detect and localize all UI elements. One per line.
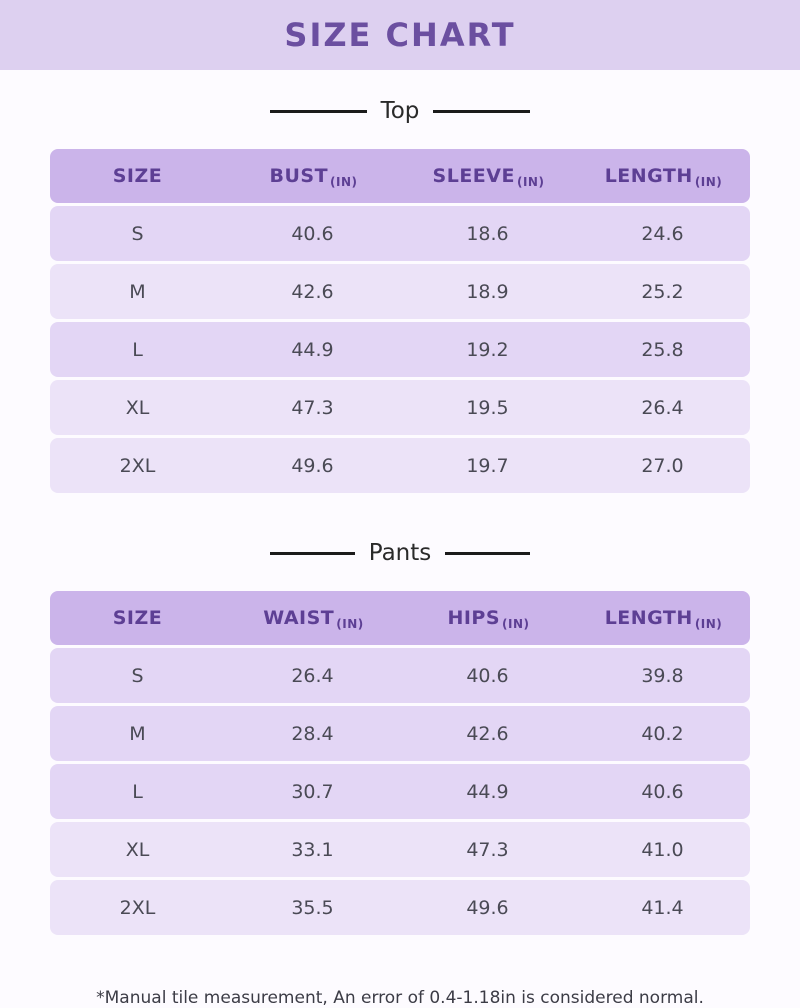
column-header-size: SIZE: [50, 591, 225, 645]
cell-bust: 40.6: [225, 206, 400, 261]
footnote: *Manual tile measurement, An error of 0.4-1.18in is considered normal.: [96, 988, 704, 1008]
table-top-head: [50, 149, 750, 203]
spacer-top: [0, 70, 800, 98]
cell-hips: 42.6: [400, 706, 575, 761]
cell-size: L: [50, 322, 225, 377]
column-header-size: SIZE: [50, 149, 225, 203]
cell-hips: 49.6: [400, 880, 575, 935]
column-header-sleeve: SLEEVE $_{(IN)}$: [400, 149, 575, 203]
cell-waist: 35.5: [225, 880, 400, 935]
column-header-waist: WAIST $_{(IN)}$: [225, 591, 400, 645]
table-row: [50, 322, 750, 377]
spacer-after-pants-label: [0, 566, 800, 588]
cell-bust: 44.9: [225, 322, 400, 377]
cell-hips: 47.3: [400, 822, 575, 877]
cell-length: 25.2: [575, 264, 750, 319]
cell-size: 2XL: [50, 880, 225, 935]
table-row: [50, 764, 750, 819]
table-header-row: [50, 591, 750, 645]
spacer-after-top-label: [0, 124, 800, 146]
rule-right-icon: [445, 552, 530, 555]
cell-length: 41.4: [575, 880, 750, 935]
column-header-hips: HIPS $_{(IN)}$: [400, 591, 575, 645]
table-pants-body: [50, 648, 750, 935]
rule-left-icon: [270, 110, 367, 113]
cell-size: M: [50, 706, 225, 761]
cell-sleeve: 19.7: [400, 438, 575, 493]
page-header: [0, 0, 800, 70]
column-header-length: LENGTH $_{(IN)}$: [575, 149, 750, 203]
cell-bust: 49.6: [225, 438, 400, 493]
cell-size: M: [50, 264, 225, 319]
table-row: [50, 438, 750, 493]
cell-size: XL: [50, 380, 225, 435]
cell-length: 40.2: [575, 706, 750, 761]
table-row: [50, 648, 750, 703]
table-row: [50, 706, 750, 761]
cell-hips: 40.6: [400, 648, 575, 703]
section-label-top: [270, 98, 530, 124]
cell-sleeve: 19.2: [400, 322, 575, 377]
cell-hips: 44.9: [400, 764, 575, 819]
table-header-row: [50, 149, 750, 203]
cell-length: 27.0: [575, 438, 750, 493]
section-title-top: Top: [380, 98, 420, 124]
cell-sleeve: 18.9: [400, 264, 575, 319]
cell-size: S: [50, 206, 225, 261]
cell-length: 41.0: [575, 822, 750, 877]
cell-waist: 33.1: [225, 822, 400, 877]
cell-length: 39.8: [575, 648, 750, 703]
cell-length: 25.8: [575, 322, 750, 377]
table-row: [50, 264, 750, 319]
section-title-pants: Pants: [368, 540, 432, 566]
cell-waist: 30.7: [225, 764, 400, 819]
table-row: [50, 206, 750, 261]
rule-left-icon: [270, 552, 355, 555]
cell-size: XL: [50, 822, 225, 877]
cell-size: L: [50, 764, 225, 819]
cell-length: 24.6: [575, 206, 750, 261]
table-row: [50, 380, 750, 435]
table-top: [50, 146, 750, 496]
cell-length: 26.4: [575, 380, 750, 435]
page-title: SIZE CHART: [284, 16, 516, 54]
rule-right-icon: [433, 110, 530, 113]
cell-bust: 42.6: [225, 264, 400, 319]
cell-sleeve: 18.6: [400, 206, 575, 261]
cell-waist: 28.4: [225, 706, 400, 761]
cell-size: S: [50, 648, 225, 703]
cell-length: 40.6: [575, 764, 750, 819]
table-pants: [50, 588, 750, 938]
table-top-body: [50, 206, 750, 493]
cell-size: 2XL: [50, 438, 225, 493]
spacer-between-sections: [0, 496, 800, 540]
table-row: [50, 822, 750, 877]
table-pants-head: [50, 591, 750, 645]
table-row: [50, 880, 750, 935]
cell-bust: 47.3: [225, 380, 400, 435]
cell-sleeve: 19.5: [400, 380, 575, 435]
column-header-length: LENGTH $_{(IN)}$: [575, 591, 750, 645]
cell-waist: 26.4: [225, 648, 400, 703]
section-label-pants: [270, 540, 530, 566]
column-header-bust: BUST $_{(IN)}$: [225, 149, 400, 203]
